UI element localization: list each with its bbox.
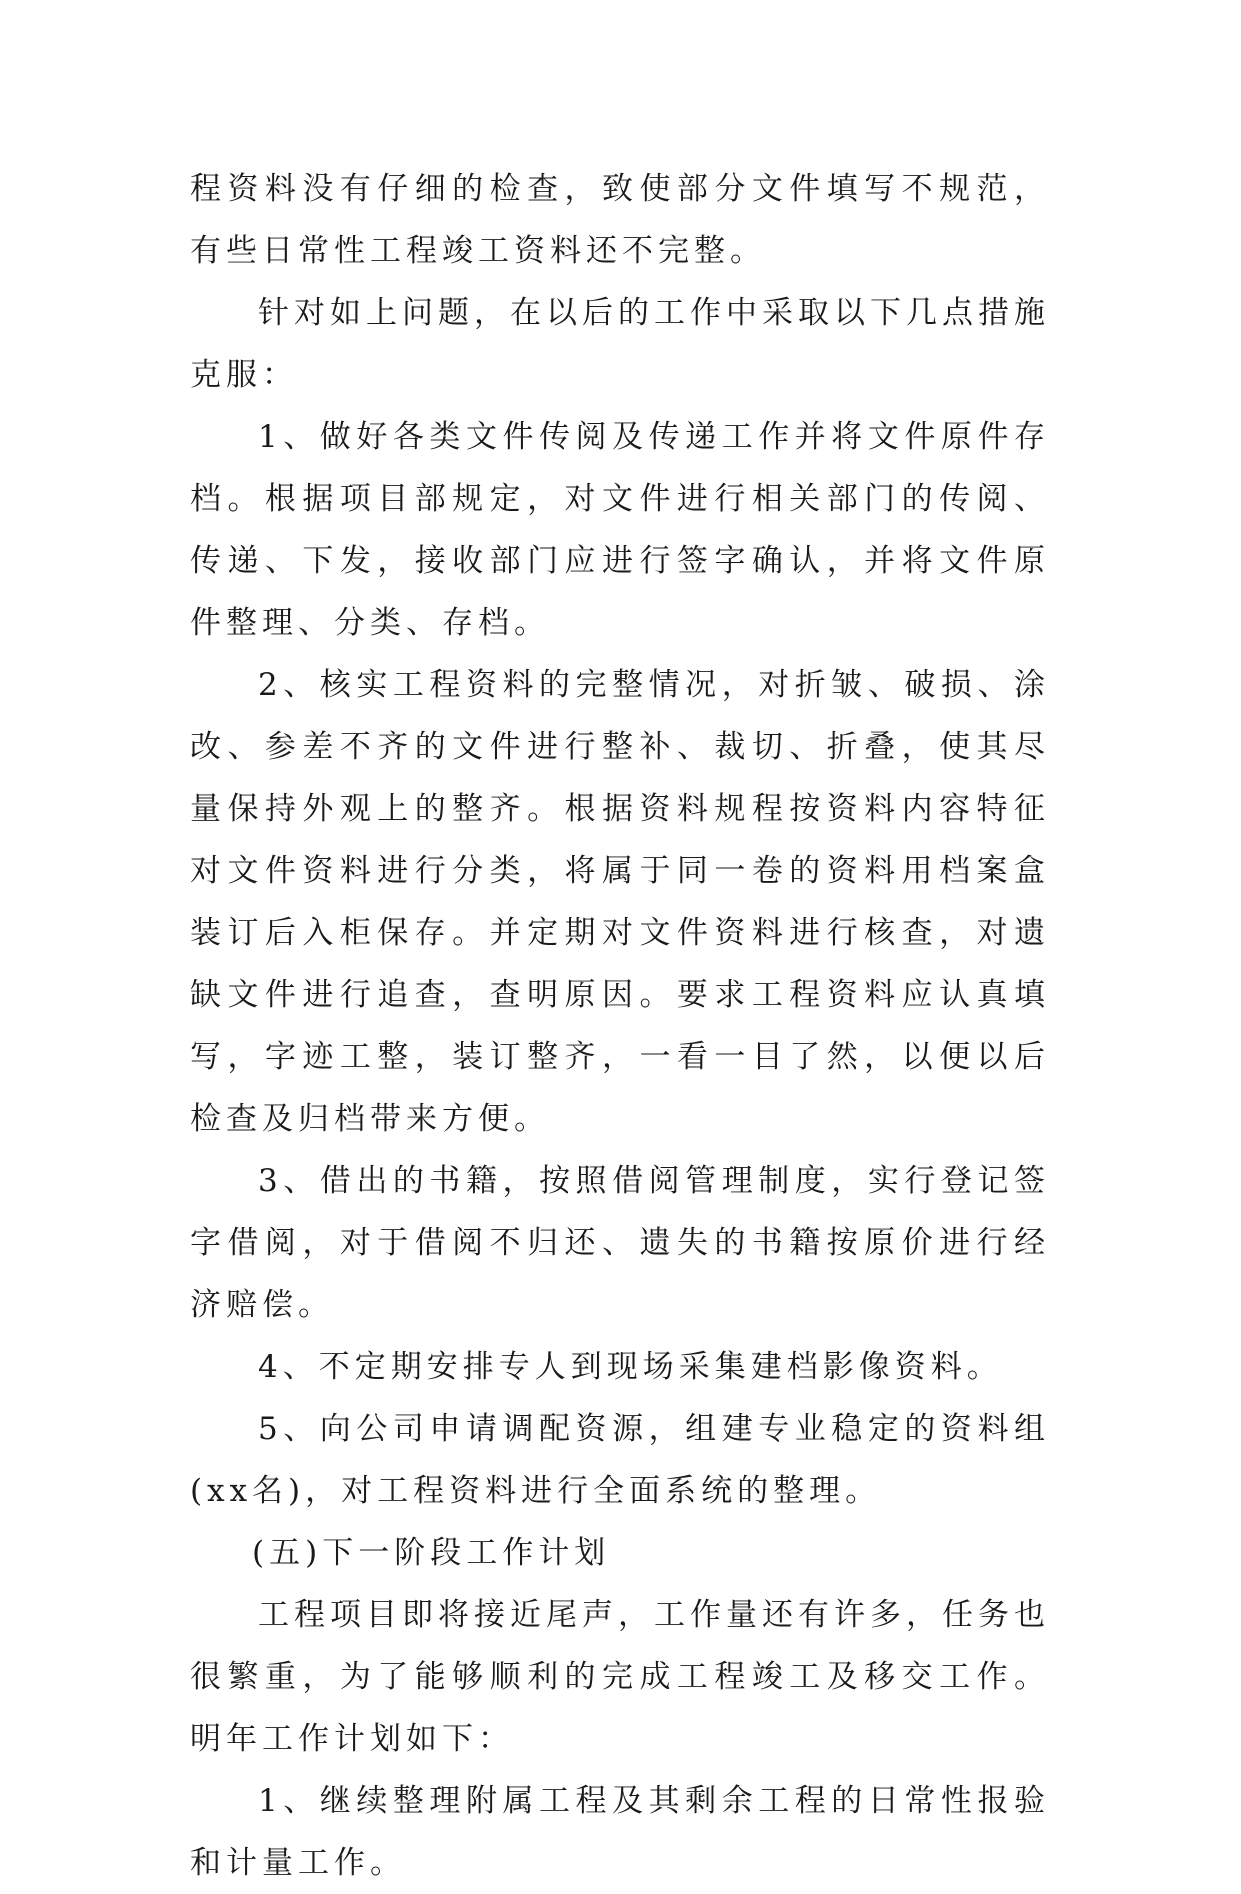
paragraph-plan-1: 1、继续整理附属工程及其剩余工程的日常性报验和计量工作。 (190, 1783, 1050, 1881)
paragraph-measure-4: 4、不定期安排专人到现场采集建档影像资料。 (258, 1349, 1003, 1385)
paragraph-plan-intro: 工程项目即将接近尾声，工作量还有许多，任务也很繁重，为了能够顺利的完成工程竣工及移交工作。明年工作计划如下： (190, 1597, 1050, 1757)
paragraph-measure-1: 1、做好各类文件传阅及传递工作并将文件原件存档。根据项目部规定，对文件进行相关部门的传阅、传递、下发，接收部门应进行签字确认，并将文件原件整理、分类、存档。 (190, 419, 1050, 641)
paragraph-measure-2: 2、核实工程资料的完整情况，对折皱、破损、涂改、参差不齐的文件进行整补、裁切、折叠，使其尽量保持外观上的整齐。根据资料规程按资料内容特征对文件资料进行分类，将属于同一卷的资料用档案盒装订后入柜保存。并定期对文件资料进行核查，对遗缺文件进行追查，查明原因。要求工程资料应认真填写，字迹工整，装订整齐，一看一目了然，以便以后检查及归档带来方便。 (190, 667, 1050, 1137)
paragraph-measures-intro: 针对如上问题，在以后的工作中采取以下几点措施克服： (190, 295, 1050, 393)
document-body (190, 158, 1050, 1894)
paragraph-measure-5: 5、向公司申请调配资源，组建专业稳定的资料组(xx名)，对工程资料进行全面系统的整理。 (190, 1411, 1050, 1509)
paragraph-measure-3: 3、借出的书籍，按照借阅管理制度，实行登记签字借阅，对于借阅不归还、遗失的书籍按原价进行经济赔偿。 (190, 1163, 1050, 1323)
paragraph-continuation: 程资料没有仔细的检查，致使部分文件填写不规范，有些日常性工程竣工资料还不完整。 (190, 171, 1050, 269)
section-heading-next-plan: (五)下一阶段工作计划 (252, 1535, 611, 1571)
